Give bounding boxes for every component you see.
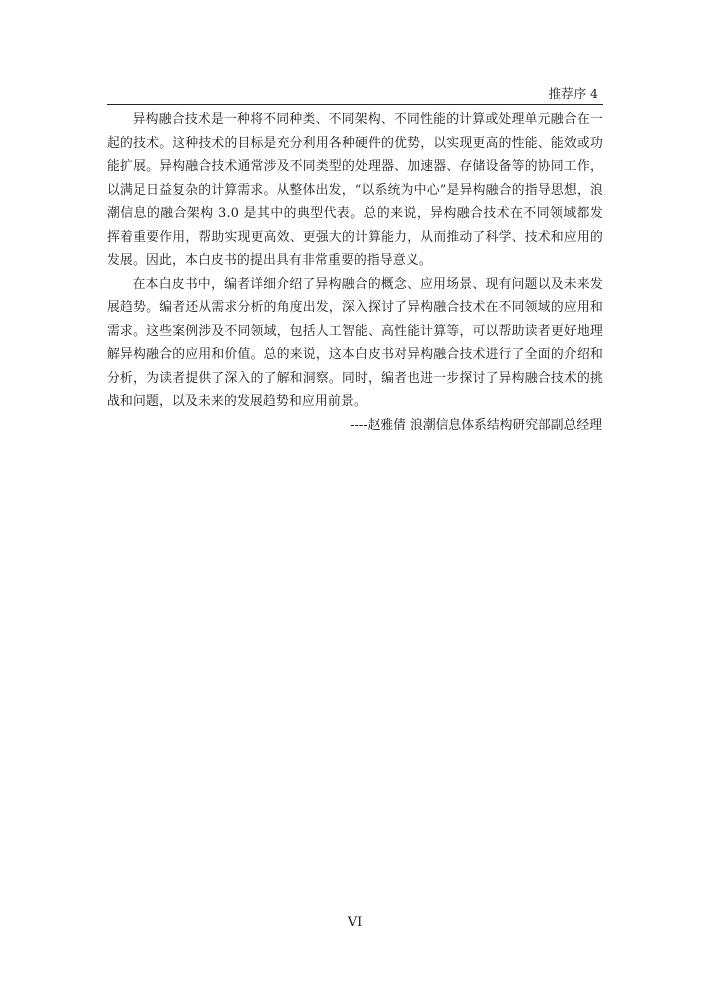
foreword-body bbox=[107, 108, 603, 437]
paragraph-2: 在本白皮书中，编者详细介绍了异构融合的概念、应用场景、现有问题以及未来发展趋势。编者还从需求分析的角度出发，深入探讨了异构融合技术在不同领域的应用和需求。这些案例涉及不同领域，包括人工智能、高性能计算等，可以帮助读者更好地理解异构融合的应用和价值。总的来说，这本白皮书对异构融合技术进行了全面的介绍和分析，为读者提供了深入的了解和洞察。同时，编者也进一步探讨了异构融合技术的挑战和问题，以及未来的发展趋势和应用前景。 bbox=[107, 276, 603, 409]
header-divider bbox=[107, 104, 603, 105]
paragraph-1: 异构融合技术是一种将不同种类、不同架构、不同性能的计算或处理单元融合在一起的技术。这种技术的目标是充分利用各种硬件的优势，以实现更高的性能、能效或功能扩展。异构融合技术通常涉及不同类型的处理器、加速器、存储设备等的协同工作，以满足日益复杂的计算需求。从整体出发，“以系统为中心”是异构融合的指导思想，浪潮信息的融合架构 3.0 是其中的典型代表。总的来说，异构融合技术在不同领域都发挥着重要作用，帮助实现更高效、更强大的计算能力，从而推动了科学、技术和应用的发展。因此，本白皮书的提出具有非常重要的指导意义。 bbox=[107, 112, 603, 268]
page-number: VI bbox=[347, 915, 363, 930]
running-header-title: 推荐序 4 bbox=[548, 86, 598, 101]
author-signature: ----赵雅倩 浪潮信息体系结构研究部副总经理 bbox=[350, 417, 602, 433]
